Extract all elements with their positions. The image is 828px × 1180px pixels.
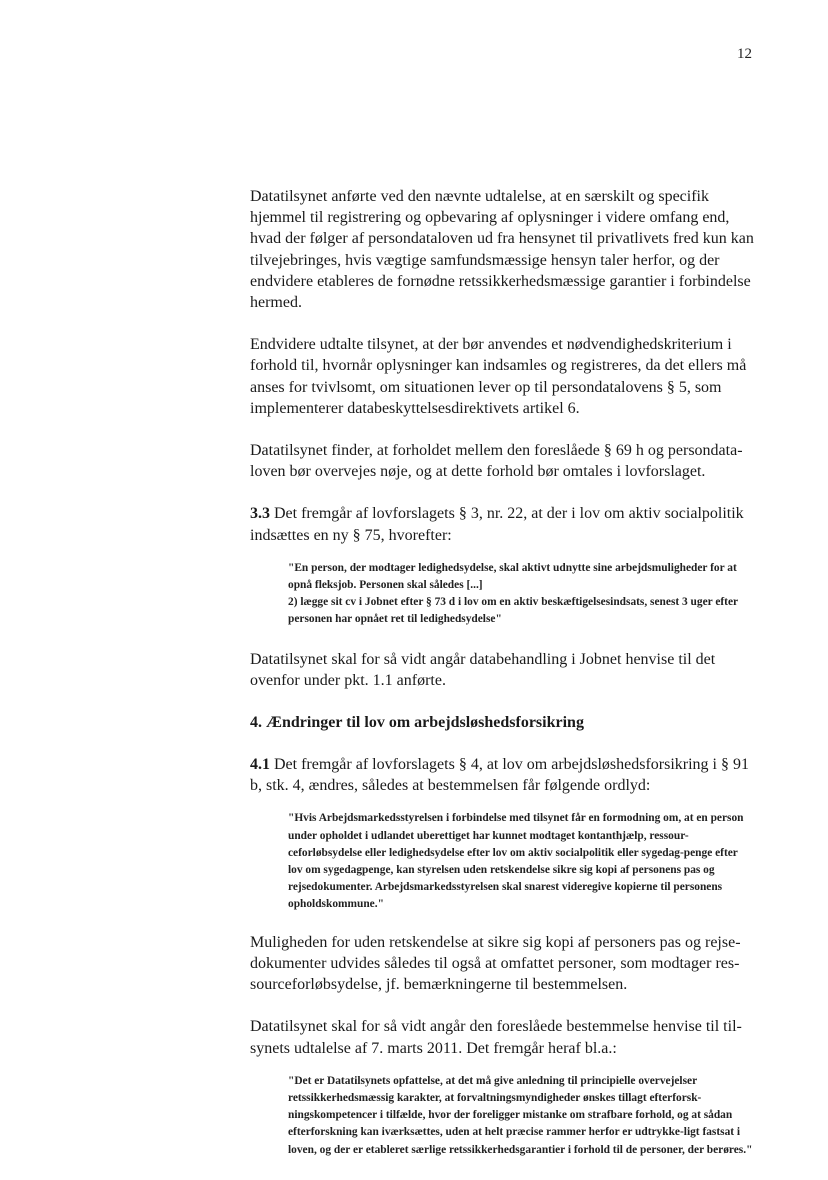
paragraph-5: Muligheden for uden retskendelse at sikre sig kopi af personers pas og rejse-dokumenter udvides således til også at omfattet personer, som modtager res-sourceforløbsydelse, jf. bemærkningerne til bestemmelsen. — [250, 933, 741, 994]
paragraph-3-3 — [250, 503, 755, 545]
paragraph-4: Datatilsynet skal for så vidt angår databehandling i Jobnet henvise til det ovenfor under pkt. 1.1 anførte. — [250, 650, 716, 689]
page-number: 12 — [737, 46, 752, 62]
quote-1-line-2: 2) lægge sit cv i Jobnet efter § 73 d i lov om en aktiv beskæftigelsesindsats, senest 3 uger efter personen har opnået ret til ledighedsydelse" — [288, 596, 738, 626]
paragraph-6: Datatilsynet skal for så vidt angår den foreslåede bestemmelse henvise til til-synets udtalelse af 7. marts 2011. Det fremgår heraf bl.a.: — [250, 1018, 742, 1057]
section-heading-4: 4. Ændringer til lov om arbejdsløshedsforsikring — [250, 714, 584, 732]
section-number-4-1: 4.1 — [250, 756, 270, 774]
paragraph-3-3-text: Det fremgår af lovforslagets § 3, nr. 22, at der i lov om aktiv socialpolitik indsættes en ny § 75, hvorefter: — [250, 505, 744, 544]
paragraph-1: Datatilsynet anførte ved den nævnte udtalelse, at en særskilt og specifik hjemmel til registrering og opbevaring af oplysninger i videre omfang end, hvad der følger af persondataloven ud fra hensynet til privatlivets fred kun kan tilvejebringes, hvis vægtige samfundsmæssige hensyn taler herfor, og der endvidere etableres de fornødne retssikkerhedsmæssige garantier i forbindelse hermed. — [250, 188, 754, 312]
quote-block-1 — [288, 560, 755, 629]
paragraph-2: Endvidere udtalte tilsynet, at der bør anvendes et nødvendighedskriterium i forhold til, hvornår oplysninger kan indsamles og registreres, da det ellers må anses for tvivlsomt, om situationen lever op til persondatalovens § 5, som implementerer databeskyttelsesdirektivets artikel 6. — [250, 336, 747, 417]
section-number-3-3: 3.3 — [250, 505, 270, 523]
paragraph-3: Datatilsynet finder, at forholdet mellem den foreslåede § 69 h og persondata-loven bør overvejes nøje, og at dette forhold bør omtales i lovforslaget. — [250, 442, 743, 481]
quote-1-line-1: "En person, der modtager ledighedsydelse, skal aktivt udnytte sine arbejdsmuligheder for at opnå fleksjob. Personen skal således [...] — [288, 561, 737, 592]
document-body — [250, 186, 755, 1180]
paragraph-4-1-text: Det fremgår af lovforslagets § 4, at lov om arbejdsløshedsforsikring i § 91 b, stk. 4, ændres, således at bestemmelsen får følgende ordlyd: — [250, 756, 749, 795]
quote-block-3: "Det er Datatilsynets opfattelse, at det må give anledning til principielle overvejelser retssikkerhedsmæssig karakter, at forvaltningsmyndigheder ønskes tillagt efterforsk-ningskompetencer i tilfælde, hvor der foreligger mistanke om strafbare forhold, og at sådan efterforskning kan iværksættes, uden at helt præcise rammer herfor er udtrykke-ligt fastsat i loven, og der er etableret særlige retssikkerhedsgarantier i forhold til de personer, der berøres." — [288, 1074, 753, 1156]
quote-block-2: "Hvis Arbejdsmarkedsstyrelsen i forbindelse med tilsynet får en formodning om, at en person under opholdet i udlandet uberettiget har kunnet modtaget kontanthjælp, ressour-ceforløbsydelse eller ledighedsydelse efter lov om aktiv socialpolitik eller sygedag-penge efter lov om sygedagpenge, kan styrelsen uden retskendelse sikre sig kopi af personens pas og rejsedokumenter. Arbejdsmarkedsstyrelsen skal snarest videregive kopierne til personens opholdskommune." — [288, 812, 744, 911]
paragraph-4-1 — [250, 754, 755, 796]
